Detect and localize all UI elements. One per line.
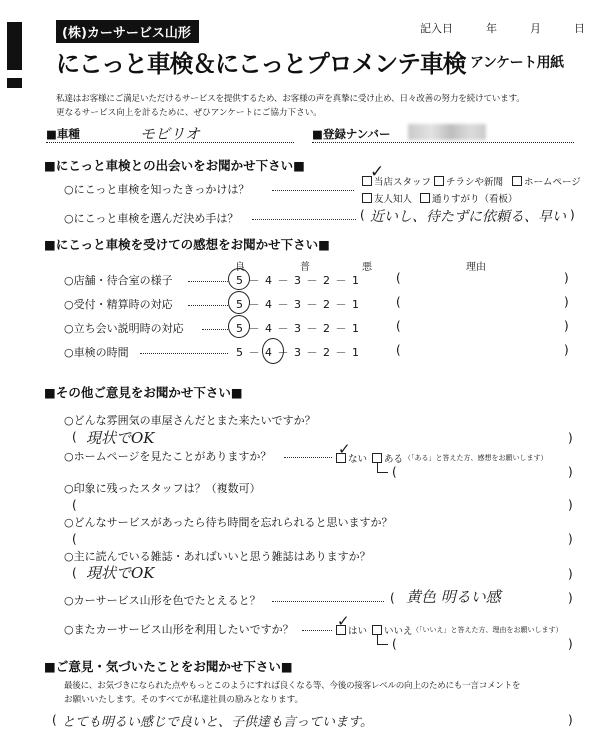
revisit-bracket-line: [377, 634, 388, 645]
q2-answer-open-paren: (: [360, 208, 365, 222]
section1-question1: ○にこっと車検を知ったきっかけは？: [64, 183, 250, 196]
plate-number-underline: [312, 142, 574, 143]
checkbox-icon: [420, 193, 430, 203]
checkbox-icon: [512, 176, 522, 186]
answer-open-paren: (: [72, 430, 77, 444]
section4-title: ■ご意見・気づいたことをお聞かせ下さい■: [44, 659, 293, 674]
q2-answer-close-paren: ): [570, 208, 575, 222]
scale-label-good: 良: [235, 262, 245, 273]
page-subtitle: アンケート用紙: [470, 55, 564, 71]
revisit-option-yes[interactable]: はい: [336, 623, 367, 637]
reason-open-paren: (: [396, 319, 401, 333]
answer-close-paren: ): [568, 431, 573, 445]
rating-scale-explanation[interactable]: 5 － 4 － 3 － 2 － 1: [236, 322, 360, 335]
q2-answer[interactable]: 近いし、待たずに依頼る、早い: [370, 209, 566, 225]
reason-open-paren: (: [396, 271, 401, 285]
revisit-note: （「いいえ」と答えた方、理由をお願いします）: [412, 626, 563, 634]
reason-label: 理由: [466, 262, 486, 273]
rating-selected-circle: [262, 338, 284, 364]
homepage-bracket-line: [377, 462, 388, 473]
section1-question2: ○にこっと車検を選んだ決め手は？: [64, 212, 239, 225]
section3-q6-answer[interactable]: 黄色 明るい感: [406, 588, 501, 606]
reason-open-paren: (: [396, 343, 401, 357]
reason-close-paren: ): [564, 271, 569, 285]
q1-dotted-leader: [272, 190, 354, 191]
section3-question4: ○どんなサービスがあったら待ち時間を忘れられると思いますか？: [64, 516, 393, 529]
section3-question7: ○またカーサービス山形を利用したいですか？: [64, 623, 294, 636]
car-model-label: ■車種: [46, 127, 80, 141]
answer-close-paren: ): [568, 567, 573, 581]
rating-leader: [140, 353, 228, 354]
q2-dotted-leader: [252, 219, 356, 220]
homepage-note: （「ある」と答えた方、感想をお願いします）: [404, 454, 548, 462]
rating-selected-circle: [228, 315, 250, 338]
checkbox-icon: [434, 176, 444, 186]
title-accent-dot: [7, 78, 22, 88]
section4-text-line-1: 最後に、お気づきになられた点やもっとこのようにすれば良くなる等、今後の接客レベルの向上のためにも一言コメントを: [64, 681, 521, 691]
scale-label-average: 普: [300, 262, 310, 273]
answer-open-paren: (: [72, 566, 77, 580]
rating-row-label-reception: ○受付・精算時の対応: [64, 298, 173, 311]
rating-row-label-waiting-room: ○店舗・待合室の様子: [64, 274, 173, 287]
company-name: (株)カーサービス山形: [56, 20, 199, 43]
answer-close-paren: ): [568, 465, 573, 479]
checkmark-icon: ✓: [338, 440, 351, 458]
section4-text-line-2: お願いいたします。そのすべてが私達社員の励みとなります。: [64, 695, 304, 705]
answer-close-paren: ): [568, 637, 573, 651]
checkmark-icon: ✓: [370, 162, 385, 182]
answer-open-paren: (: [392, 465, 397, 479]
q1-option-staff[interactable]: 当店スタッフ: [362, 174, 431, 188]
date-day-label: 日: [574, 22, 585, 35]
section3-question3: ○印象に残ったスタッフは？（複数可）: [64, 482, 261, 495]
rating-scale-waiting-room[interactable]: 5 － 4 － 3 － 2 － 1: [236, 274, 360, 287]
section2-title: ■にこっと車検を受けての感想をお聞かせ下さい■: [44, 237, 330, 252]
rating-scale-inspection-time[interactable]: 5 － 4 － 3 － 2 － 1: [236, 346, 360, 359]
scale-label-bad: 悪: [362, 262, 372, 273]
rating-leader: [188, 281, 228, 282]
checkbox-icon: [362, 193, 372, 203]
plate-number-label: ■登録ナンバー: [312, 127, 391, 141]
section3-question2: ○ホームページを見たことがありますか？: [64, 450, 272, 463]
intro-line-1: 私達はお客様にご満足いただけるサービスを提供するため、お客様の声を真摯に受け止め、日々改善の努力を続けています。: [56, 94, 525, 104]
reason-open-paren: (: [396, 295, 401, 309]
answer-close-paren: ): [568, 498, 573, 512]
section3-question5: ○主に読んでいる雑誌・あればいいと思う雑誌はありますか？: [64, 550, 371, 563]
rating-leader: [202, 329, 228, 330]
comment-answer[interactable]: とても明るい感じで良いと、子供達も言っています。: [62, 715, 373, 730]
revisit-option-no[interactable]: いいえ: [372, 623, 413, 637]
page-title: にこっと車検＆にこっとプロメンテ車検: [56, 50, 466, 78]
title-accent-bar: [7, 22, 22, 70]
answer-open-paren: (: [72, 498, 77, 512]
comment-close-paren: ): [568, 713, 573, 727]
q1-option-flyer[interactable]: チラシや新聞: [434, 174, 503, 188]
date-entry-label: 記入日: [420, 22, 453, 35]
checkmark-icon: ✓: [337, 612, 350, 630]
answer-close-paren: ): [568, 532, 573, 546]
car-model-value[interactable]: モビリオ: [140, 125, 200, 143]
answer-open-paren: (: [390, 591, 395, 605]
rating-selected-circle: [228, 268, 250, 290]
answer-open-paren: (: [72, 532, 77, 546]
rating-scale-reception[interactable]: 5 － 4 － 3 － 2 － 1: [236, 298, 360, 311]
q6-dotted-leader: [272, 601, 384, 602]
section3-title: ■その他ご意見をお聞かせ下さい■: [44, 385, 243, 400]
q1-option-friend[interactable]: 友人知人: [362, 191, 412, 205]
rating-leader: [188, 305, 228, 306]
comment-open-paren: (: [52, 713, 57, 727]
section3-q1-answer[interactable]: 現状でOK: [86, 429, 155, 447]
plate-number-blurred: [408, 124, 486, 140]
q7-dotted-leader: [302, 630, 332, 631]
section3-q5-answer[interactable]: 現状でOK: [86, 564, 155, 582]
date-month-label: 月: [530, 22, 541, 35]
date-field: [420, 20, 585, 36]
reason-close-paren: ): [564, 295, 569, 309]
answer-open-paren: (: [392, 637, 397, 651]
date-year-label: 年: [486, 22, 497, 35]
car-model-underline: [46, 142, 294, 143]
intro-line-2: 更なるサービス向上を計るために、ぜひアンケートにご協力下さい。: [56, 108, 322, 118]
homepage-option-yes[interactable]: ある: [372, 451, 403, 465]
homepage-option-no[interactable]: ない: [336, 451, 367, 465]
answer-close-paren: ): [568, 591, 573, 605]
rating-row-label-explanation: ○立ち会い説明時の対応: [64, 322, 184, 335]
q2-dotted-leader: [284, 457, 332, 458]
rating-row-label-inspection-time: ○車検の時間: [64, 346, 129, 359]
reason-close-paren: ): [564, 319, 569, 333]
q1-option-signboard[interactable]: 通りすがり（看板）: [420, 191, 518, 205]
reason-close-paren: ): [564, 343, 569, 357]
q1-option-homepage[interactable]: ホームページ: [512, 174, 581, 188]
section1-title: ■にこっと車検との出会いをお聞かせ下さい■: [44, 158, 305, 173]
rating-selected-circle: [228, 291, 250, 314]
section3-question6: ○カーサービス山形を色でたとえると？: [64, 594, 261, 607]
section3-question1: ○どんな雰囲気の車屋さんだとまた来たいですか？: [64, 414, 316, 427]
